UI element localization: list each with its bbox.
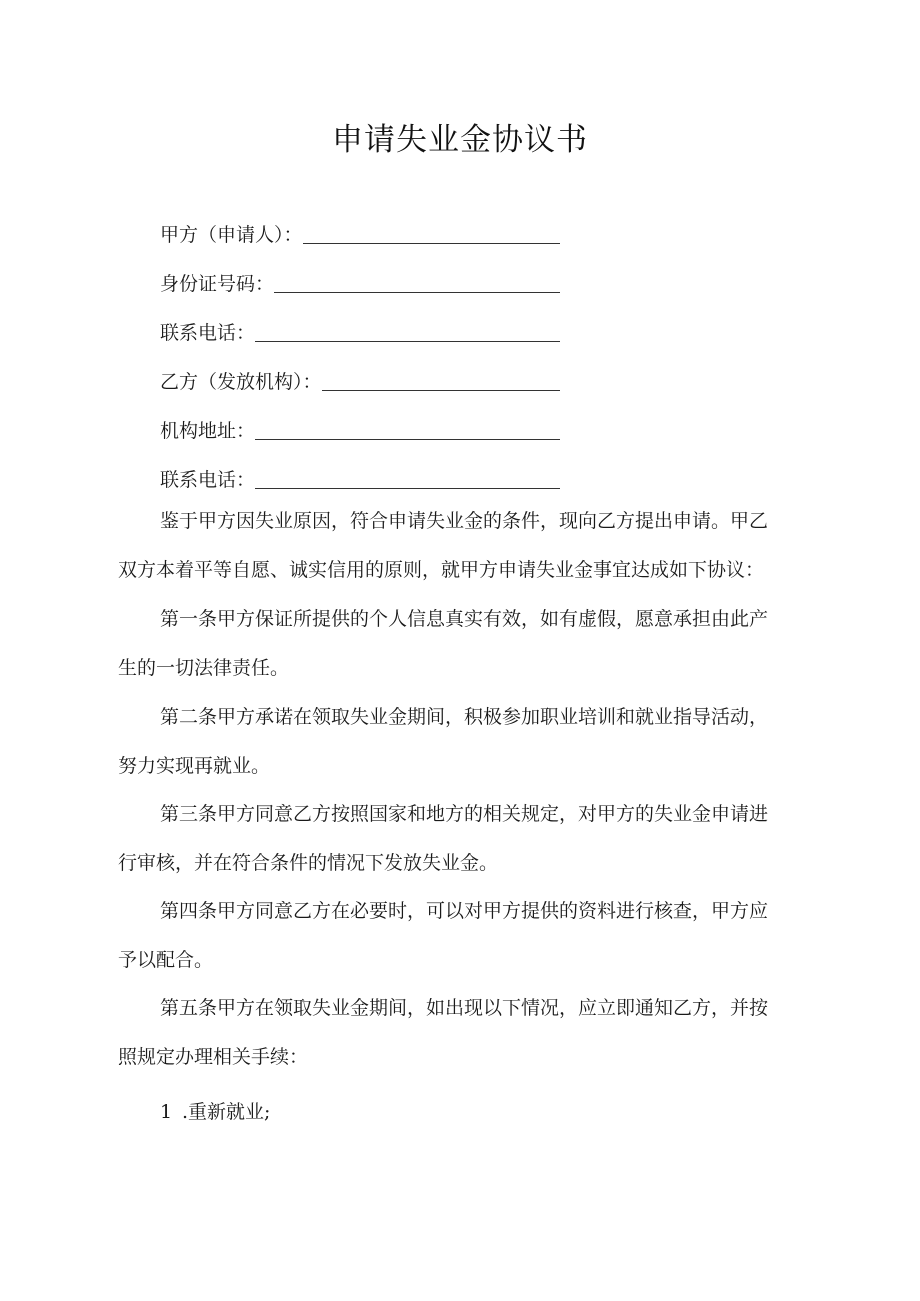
article-5-paragraph [118, 984, 804, 1082]
paragraph-line: 行审核，并在符合条件的情况下发放失业金。 [118, 852, 499, 874]
paragraph-line: 第四条甲方同意乙方在必要时，可以对甲方提供的资料进行核查，甲方应 [160, 900, 769, 922]
paragraph-line: 生的一切法律责任。 [118, 657, 290, 679]
article-2-paragraph [118, 693, 804, 791]
party-a-blank-line [303, 243, 560, 244]
party-a-label: 甲方（申请人）： [160, 224, 303, 246]
paragraph-line: 照规定办理相关手续： [118, 1046, 309, 1068]
party-b-phone-field [160, 463, 560, 493]
party-b-field [160, 365, 560, 395]
party-a-phone-label: 联系电话： [160, 322, 256, 344]
party-b-phone-label: 联系电话： [160, 469, 256, 491]
paragraph-line: 第三条甲方同意乙方按照国家和地方的相关规定，对甲方的失业金申请进 [160, 803, 769, 825]
preamble-paragraph [118, 497, 804, 595]
id-number-label: 身份证号码： [160, 273, 275, 295]
party-b-label: 乙方（发放机构）： [160, 371, 322, 393]
paragraph-line: 第二条甲方承诺在领取失业金期间，积极参加职业培训和就业指导活动， [160, 706, 769, 728]
paragraph-line: 鉴于甲方因失业原因，符合申请失业金的条件，现向乙方提出申请。甲乙 [160, 510, 769, 532]
document-title: 申请失业金协议书 [332, 122, 588, 158]
paragraph-line: 努力实现再就业。 [118, 755, 271, 777]
id-number-field [160, 267, 560, 297]
paragraph-line: 双方本着平等自愿、诚实信用的原则，就甲方申请失业金事宜达成如下协议： [118, 559, 765, 581]
article-1-paragraph [118, 595, 804, 693]
agency-address-label: 机构地址： [160, 420, 256, 442]
agency-address-blank-line [255, 439, 560, 440]
party-b-blank-line [322, 390, 560, 391]
paragraph-line: 第五条甲方在领取失业金期间，如出现以下情况，应立即通知乙方，并按 [160, 997, 769, 1019]
list-item-text: .重新就业; [182, 1101, 271, 1123]
article-3-paragraph [118, 790, 804, 888]
party-b-phone-blank-line [255, 488, 560, 489]
list-item [160, 1097, 270, 1127]
article-4-paragraph [118, 887, 804, 985]
party-a-phone-blank-line [255, 341, 560, 342]
list-item-number: 1 [160, 1101, 173, 1123]
id-number-blank-line [274, 292, 560, 293]
party-a-phone-field [160, 316, 560, 346]
agency-address-field [160, 414, 560, 444]
paragraph-line: 予以配合。 [118, 949, 214, 971]
paragraph-line: 第一条甲方保证所提供的个人信息真实有效，如有虚假，愿意承担由此产 [160, 608, 769, 630]
party-a-field [160, 218, 560, 248]
